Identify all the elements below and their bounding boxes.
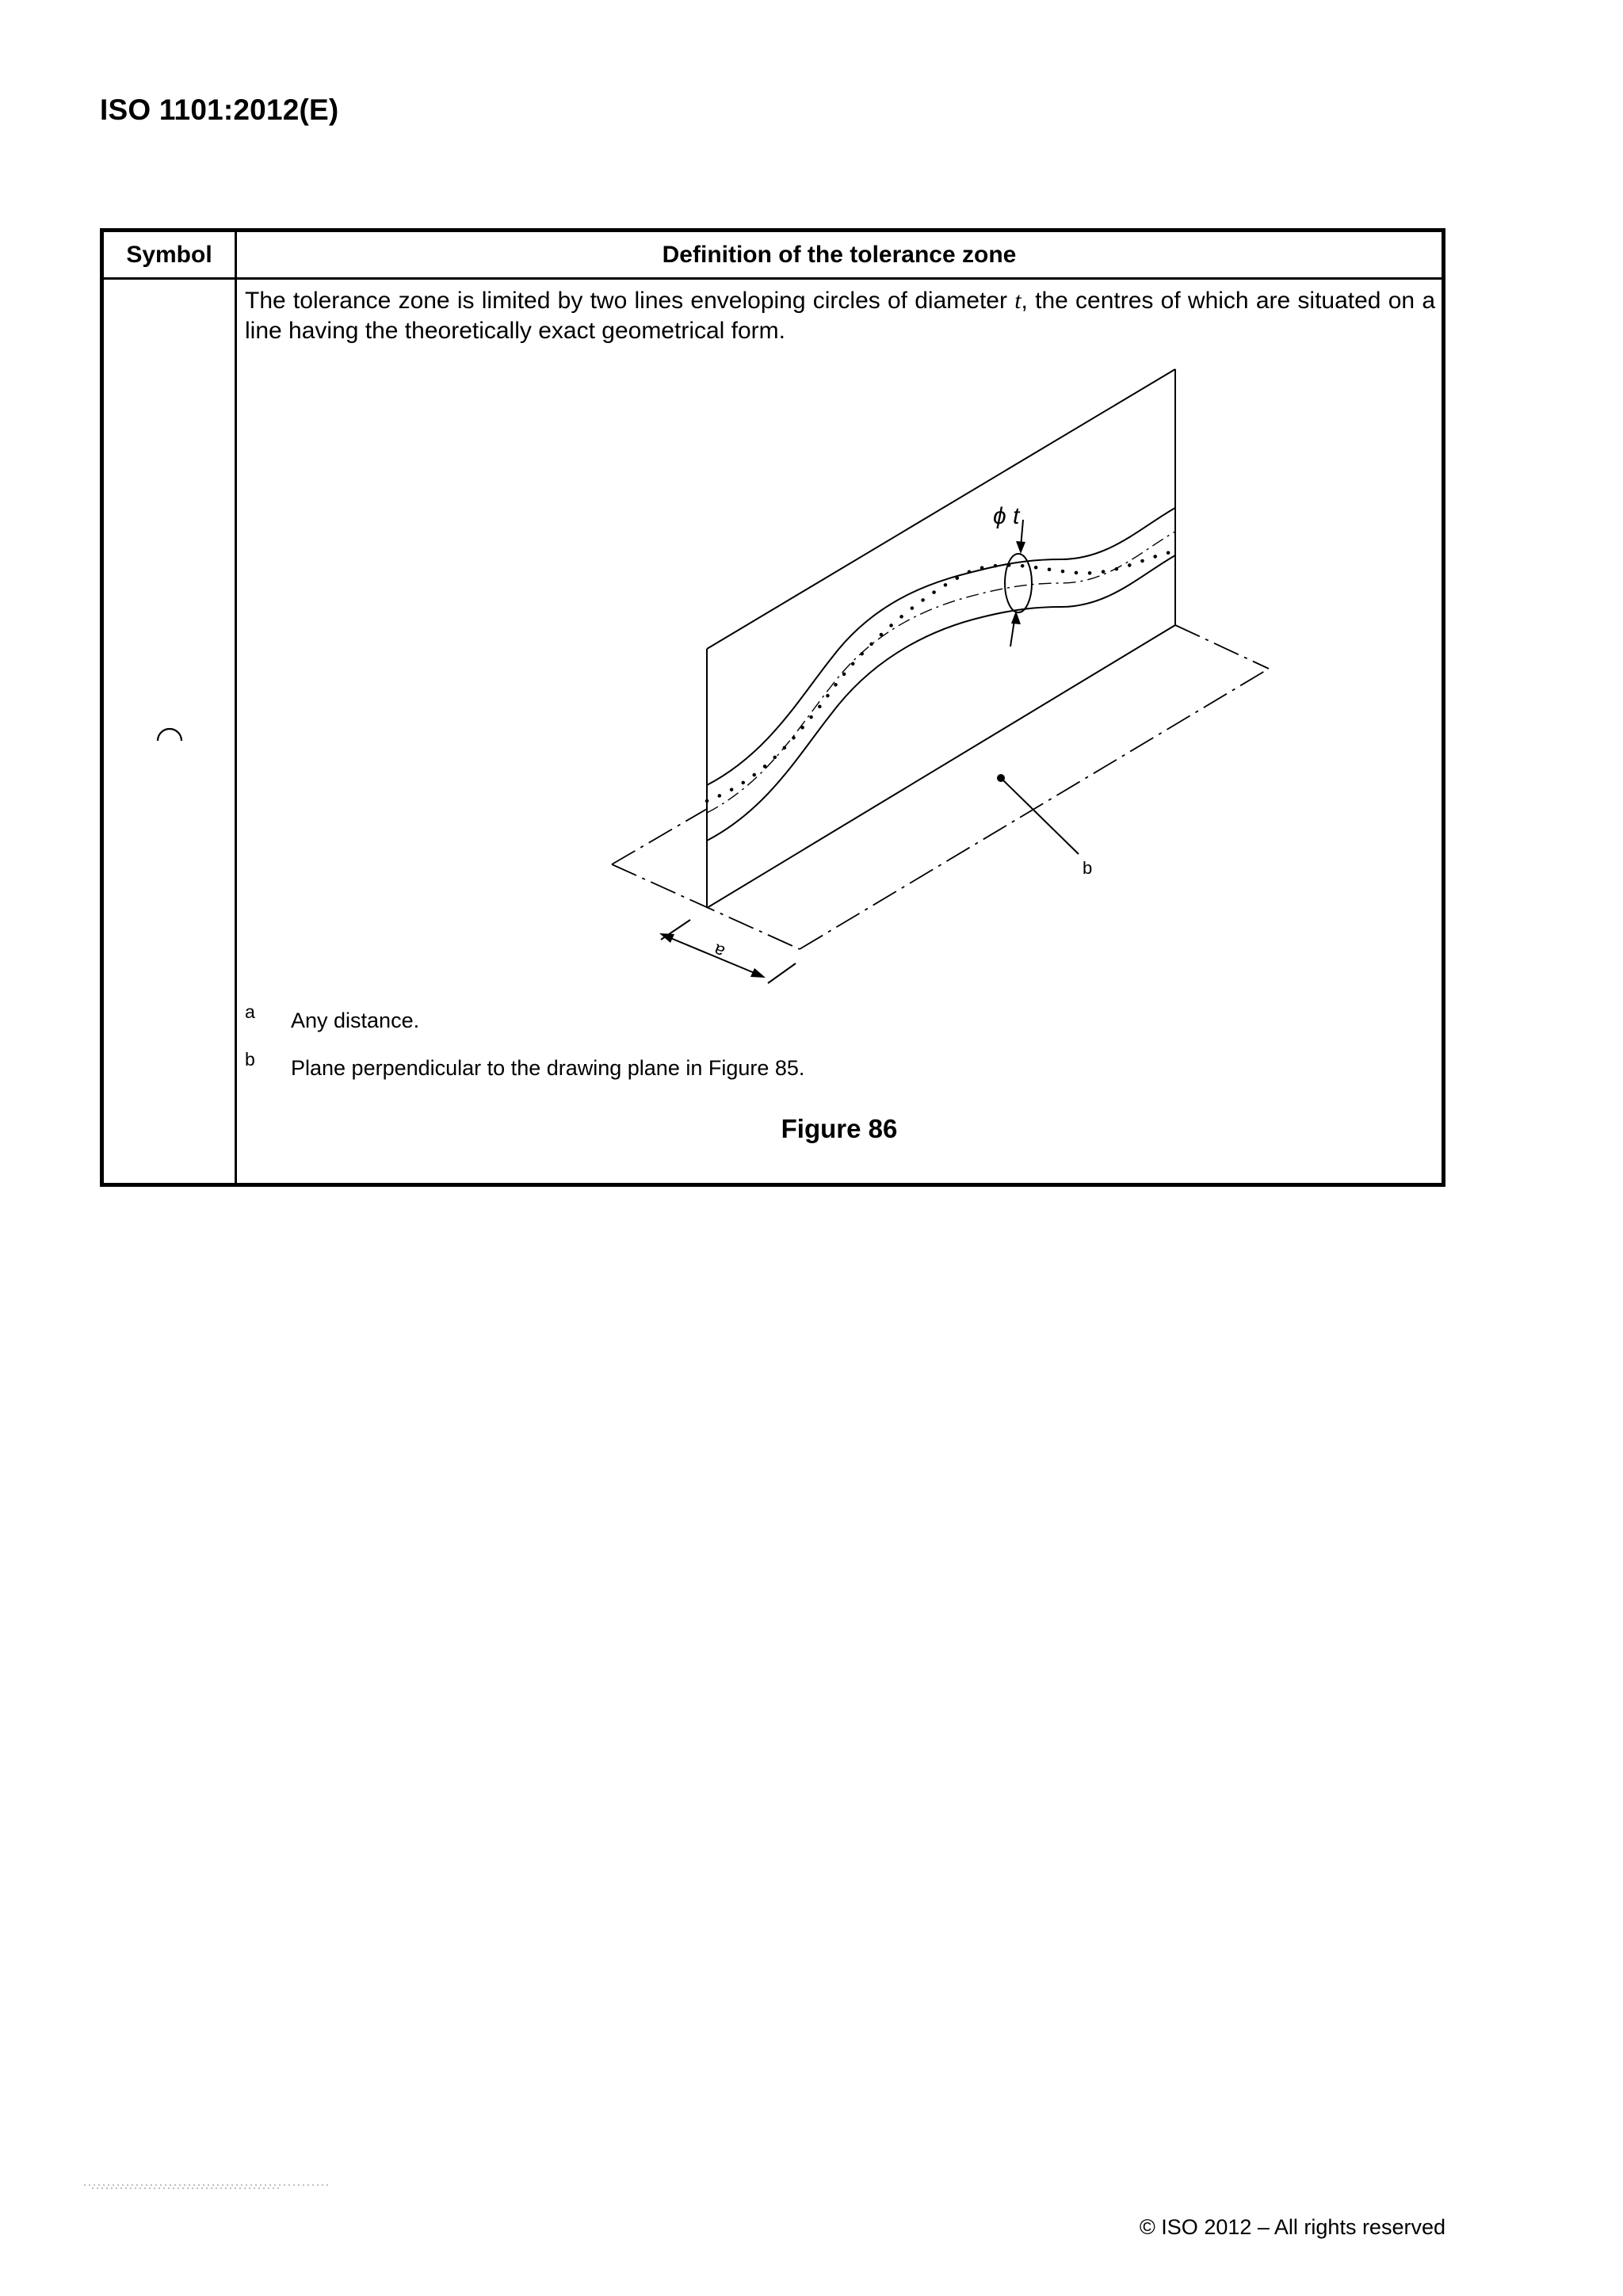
- definition-variable: t: [1014, 288, 1022, 314]
- footnote-a-mark: a: [245, 1001, 255, 1022]
- definition-column-header: Definition of the tolerance zone: [662, 242, 1017, 268]
- tolerance-zone-diagram: [601, 365, 1315, 999]
- lower-boundary-line: [707, 555, 1175, 841]
- copyright-footer: © ISO 2012 – All rights reserved: [1139, 2215, 1445, 2239]
- symbol-column-header: Symbol: [126, 242, 212, 268]
- definition-cell: [237, 280, 1442, 1183]
- diameter-t-label: ϕ t: [993, 503, 1020, 529]
- tolerance-definition-table: [100, 228, 1445, 1187]
- scan-artifact: [84, 2180, 338, 2191]
- theoretical-centre-line: [707, 532, 1175, 813]
- label-a: a: [710, 940, 727, 963]
- dimension-a-ext2: [768, 963, 796, 983]
- perpendicular-plane: [612, 625, 1269, 949]
- label-b: b: [1083, 858, 1093, 878]
- document-header: ISO 1101:2012(E): [100, 93, 339, 126]
- plane-top-edge: [707, 369, 1175, 649]
- definition-text-end: , the centres of which are situated on a line having the theoretically exact geometrical form.: [245, 288, 1435, 344]
- actual-profile-dotted-line: [707, 551, 1175, 801]
- figure-caption: Figure 86: [781, 1114, 898, 1143]
- definition-text-start: The tolerance zone is limited by two lines enveloping circles of diameter: [245, 288, 1015, 314]
- definition-paragraph: [245, 286, 1435, 346]
- symbol-cell: [104, 280, 235, 1183]
- upper-boundary-line: [707, 508, 1175, 785]
- footnote-b-mark: b: [245, 1049, 255, 1070]
- footnote-a-text: Any distance.: [291, 1009, 420, 1032]
- footnote-b-text: Plane perpendicular to the drawing plane in Figure 85.: [291, 1056, 805, 1080]
- line-profile-arc-icon: [156, 727, 183, 742]
- figure-86-drawing: [601, 365, 1315, 1003]
